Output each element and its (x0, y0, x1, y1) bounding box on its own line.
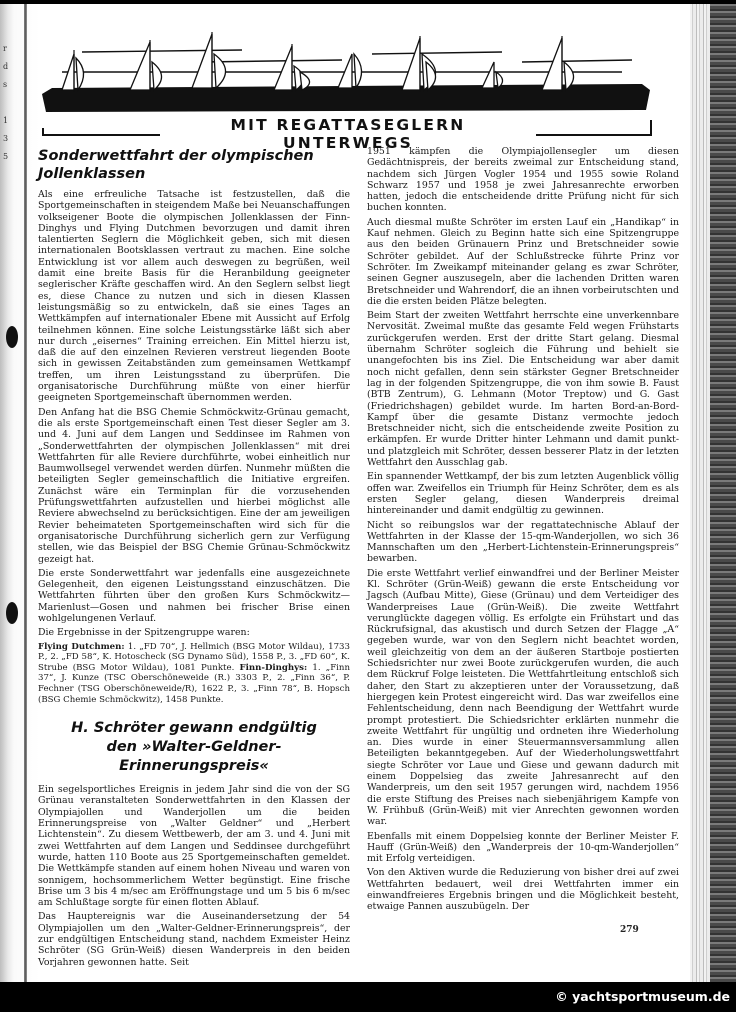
article2-heading-line2: den »Walter-Geldner-Erinnerungspreis« (106, 739, 282, 775)
article2-paragraph: Die erste Wettfahrt verlief einwandfrei und der Berliner Meister Kl. Schröter (Grün-Weiß) gewann die erste Entscheidung vor Jagsch (Aufbau Mitte), Giese (Grünau) und dem Verteidiger des Wanderpreises Laue (Grün-Weiß). Die zweite Wettfahrt verunglückte dagegen völlig. Es erfolgte ein Frühstart und das Rückrufsignal, das akustisch und durch Setzen der Flagge „A“ gegeben wurde, war von den Seglern nicht beachtet worden, weil gleichzeitig von dem an der äußeren Startboje postierten Schiedsrichter nur zwei Boote zurückgerufen wurden, die auch dem Rückruf Folge leisteten. Die Wettfahrtleitung entschloß sich daher, den Start zu akzeptieren unter der Voraussetzung, daß hiergegen kein Protest eingereicht wird. Das war zweifellos eine Fehlentscheidung, denn nach Beendigung der Wettfahrt wurde prompt protestiert. Die Schiedsrichter erklärten nunmehr die zweite Wettfahrt für ungültig und ordneten ihre Wiederholung an. Dies wurde in einer Steuermannsversammlung allen Beteiligten bekanntgegeben. Auf der Wiederholungswettfahrt siegte Schröter vor Laue und Giese und gewann dadurch mit einem Doppelsieg das zweite Jahresanrecht auf den Wanderpreis, um den seit 1957 gerungen wird, nachdem 1956 die erste Stiftung des Preises nach siebenjährigem Kampfe von W. Frühbuß (Grün-Weiß) mit vier Anrechten gewonnen worden war. (367, 567, 679, 828)
watermark: © yachtsportmuseum.de (555, 989, 730, 1004)
book-gutter (24, 4, 27, 982)
results-block (38, 642, 350, 706)
page-edges (690, 4, 710, 982)
article1-paragraph: Die erste Sonderwettfahrt war jedenfalls eine ausgezeichnete Gelegenheit, den eigenen Leistungsstand einzuschätzen. Die Wettfahrten führten über den großen Kurs Schmöckwitz—Marienlust—Gosen und nahmen bei frischer Brise einen wohlgelungenen Verlauf. (38, 567, 350, 624)
fd-label: Flying Dutchmen: (38, 641, 125, 652)
page-number: 279 (620, 925, 639, 935)
article2-paragraph: Von den Aktiven wurde die Reduzierung von bisher drei auf zwei Wettfahrten bedauert, weil drei Wettfahrten immer ein einwandfreieres Ergebnis bringen und die Möglichkeit besteht, etwaige Pannen auszubügeln. Der (367, 867, 679, 913)
article2-paragraph: Das Hauptereignis war die Auseinandersetzung der 54 Olympiajollen um den „Walter-Geldner-Erinnerungspreis“, der zur endgültigen Entscheidung stand, nachdem Exmeister Heinz Schröter (SG Grün-Weiß) diesen Wanderpreis in den beiden Vorjahren gewonnen hatte. Seit (38, 911, 350, 968)
article1-paragraph: Die Ergebnisse in der Spitzengruppe waren: (38, 627, 250, 639)
article2-paragraph: Beim Start der zweiten Wettfahrt herrschte eine unverkennbare Nervosität. Zweimal mußte das gesamte Feld wegen Frühstarts zurückgerufen werden. Erst der dritte Start gelang. Diesmal übernahm Schröter sogleich die Führung und behielt sie unangefochten bis ins Ziel. Die Entscheidung war aber damit noch nicht gefallen, denn sein stärkster Gegner Bretschneider lag in der folgenden Spitzengruppe, die von ihm sowie B. Faust (BTB Zentrum), G. Lehmann (Motor Treptow) und G. Gast (Friedrichshagen) gebildet wurde. Im harten Bord-an-Bord-Kampf über die gesamte Distanz vermochte jedoch Bretschneider nicht, sich die entscheidende zweite Position zu erkämpfen. Er wurde Dritter hinter Lehmann und damit punkt- und platzgleich mit Schröter, dessen besserer Platz in der letzten Wettfahrt den Ausschlag gab. (367, 310, 679, 469)
article2-paragraph: Ein segelsportliches Ereignis in jedem Jahr sind die von der SG Grünau veranstalteten Sonderwettfahrten in den Klassen der Olympiajollen und Wanderjollen um die beiden Erinnerungspreise von „Walter Geldner“ und „Herbert Lichtenstein“. Zu diesem Wettbewerb, der am 3. und 4. Juni mit zwei Wettfahrten auf dem Langen und Seddinsee durchgeführt wurde, hatten 110 Boote aus 25 Sportgemeinschaften gemeldet. Die Wettkämpfe standen auf einem hohen Niveau und waren von sonnigem, hochsommerlichem Wetter begünstigt. Eine frische Brise um 3 bis 4 m/sec am Eröffnungstage und um 5 bis 6 m/sec am Schlußtage sorgte für einen flotten Ablauf. (38, 784, 350, 909)
article1-paragraph: Den Anfang hat die BSG Chemie Schmöckwitz-Grünau gemacht, die als erste Sportgemeinschaft einen Test dieser Segler am 3. und 4. Juni auf dem Langen und Seddinsee im Rahmen von „Sonderwettfahrten der olympischen Jollenklassen“ mit drei Wettfahrten für alle Reviere durchführte, wobei einheitlich nur Baumwollsegel verwendet werden dürfen. Nunmehr müßten die beteiligten Segler gemeinschaftlich die Initiative ergreifen. Zunächst wäre ein Terminplan für die vorzusehenden Prüfungswettfahrten aufzustellen und hierbei möglichst alle Reviere abwechselnd zu berücksichtigen. Eine der am jeweiligen Revier beheimateten Sportgemeinschaften wird sich für die organisatorische Durchführung sicherlich gern zur Verfügung stellen, wie das Beispiel der BSG Chemie Grünau-Schmöckwitz gezeigt hat. (38, 406, 350, 565)
punch-hole (6, 326, 18, 348)
book-cover-edge (710, 4, 736, 982)
article2-paragraph: Ebenfalls mit einem Doppelsieg konnte der Berliner Meister F. Hauff (Grün-Weiß) den „Wanderpreis der 10-qm-Wanderjollen“ mit Erfolg verteidigen. (367, 830, 679, 865)
fd-results: 1. „FD 70“, J. Hellmich (BSG Motor Wildau), 1733 P., 2. „FD 58“, K. Hotoscheck (SG Dynamo Süd), 1558 P., 3. „FD 60“, K. Strube (BSG Motor Wildau), 1081 Punkte. (38, 641, 350, 673)
article2-heading-line1: H. Schröter gewann endgültig (71, 720, 317, 737)
article2-paragraph: Auch diesmal mußte Schröter im ersten Lauf ein „Handikap“ in Kauf nehmen. Gleich zu Beginn hatte sich eine Spitzengruppe aus den beiden Grünauern Prinz und Bretschneider sowie Schröter gebildet. Auf der Schlußstrecke führte Prinz vor Schröter. Im Zweikampf miteinander gelang es zwar Schröter, seinen Gegner auszusegeln, aber die lachenden Dritten waren Bretschneider und Wahrendorf, die an ihnen vorbeirutschten und die die ersten beiden Plätze belegten. (367, 216, 679, 307)
section-header (42, 116, 652, 152)
left-column (38, 147, 350, 971)
article1-heading: Sonderwettfahrt der olympischen Jollenklassen (38, 148, 314, 182)
right-column (367, 146, 679, 916)
page-title: MIT REGATTASEGLERN UNTERWEGS (230, 116, 466, 152)
sailboats-regatta-illustration-icon (42, 32, 650, 112)
article2-heading (38, 719, 350, 776)
article2-paragraph: 1951 kämpfen die Olympiajollensegler um diesen Gedächtnispreis, der bereits zweimal zur Entscheidung stand, nachdem sich Jürgen Vogler 1954 und 1955 sowie Roland Schwarz 1957 und 1958 je zwei Jahresanrechte erworben hatten, jedoch die entscheidende dritte Prüfung nicht für sich buchen konnten. (367, 146, 679, 214)
title-rule-left (42, 134, 160, 136)
article2-paragraph: Ein spannender Wettkampf, der bis zum letzten Augenblick völlig offen war. Zweifellos ein Triumph für Heinz Schröter, dem es als ersten Segler gelang, diesen Wanderpreis dreimal hintereinander und damit endgültig zu gewinnen. (367, 471, 679, 517)
title-rule-right (536, 134, 652, 136)
finn-results: 1. „Finn 37“, J. Kunze (TSC Oberschöneweide (R.) 3303 P., 2. „Finn 36“, P. Fechner (TSG Oberschöneweide/R), 1622 P., 3. „Finn 78“, B. Hopsch (BSG Chemie Schmöckwitz), 1458 Punkte. (38, 662, 350, 705)
finn-label: Finn-Dinghys: (239, 662, 308, 673)
article1-paragraph: Als eine erfreuliche Tatsache ist festzustellen, daß die Sportgemeinschaften in steigendem Maße bei Neuanschaffungen volkseigener Boote die olympischen Jollenklassen der Finn-Dinghys und Flying Dutchmen bevorzugen und damit ihren talentierten Seglern die Möglichkeit geben, sich mit diesen internationalen Bootsklassen vertraut zu machen. Eine solche Entwicklung ist vor allem auch deswegen zu begrüßen, weil damit eine breite Basis für die Heranbildung geeigneter seglerischer Kräfte geschaffen wird. An den Seglern selbst liegt es, diese Chance zu nutzen und sich in diesen Klassen leistungsmäßig so zu entwickeln, daß sie eines Tages an Wettkämpfen auf internationaler Ebene mit Aussicht auf Erfolg teilnehmen können. Eine solche Leistungsstärke läßt sich aber nur durch „eisernes“ Training erreichen. Ein Mittel hierzu ist, daß die auf den einzelnen Revieren verstreut liegenden Boote sich in gewissen Zeitabständen zum gemeinsamen Wettkampf treffen, um ihren Leistungsstand zu überprüfen. Die organisatorische Durchführung müßte von einer hierfür geeigneten Sportgemeinschaft übernommen werden. (38, 189, 350, 404)
punch-hole (6, 602, 18, 624)
article2-paragraph: Nicht so reibungslos war der regattatechnische Ablauf der Wettfahrten in der Klasse der 15-qm-Wanderjollen, wo sich 36 Mannschaften um den „Herbert-Lichtenstein-Erinnerungspreis“ bewarben. (367, 519, 679, 565)
previous-page-edge: r d s 1 3 5 (3, 44, 9, 161)
